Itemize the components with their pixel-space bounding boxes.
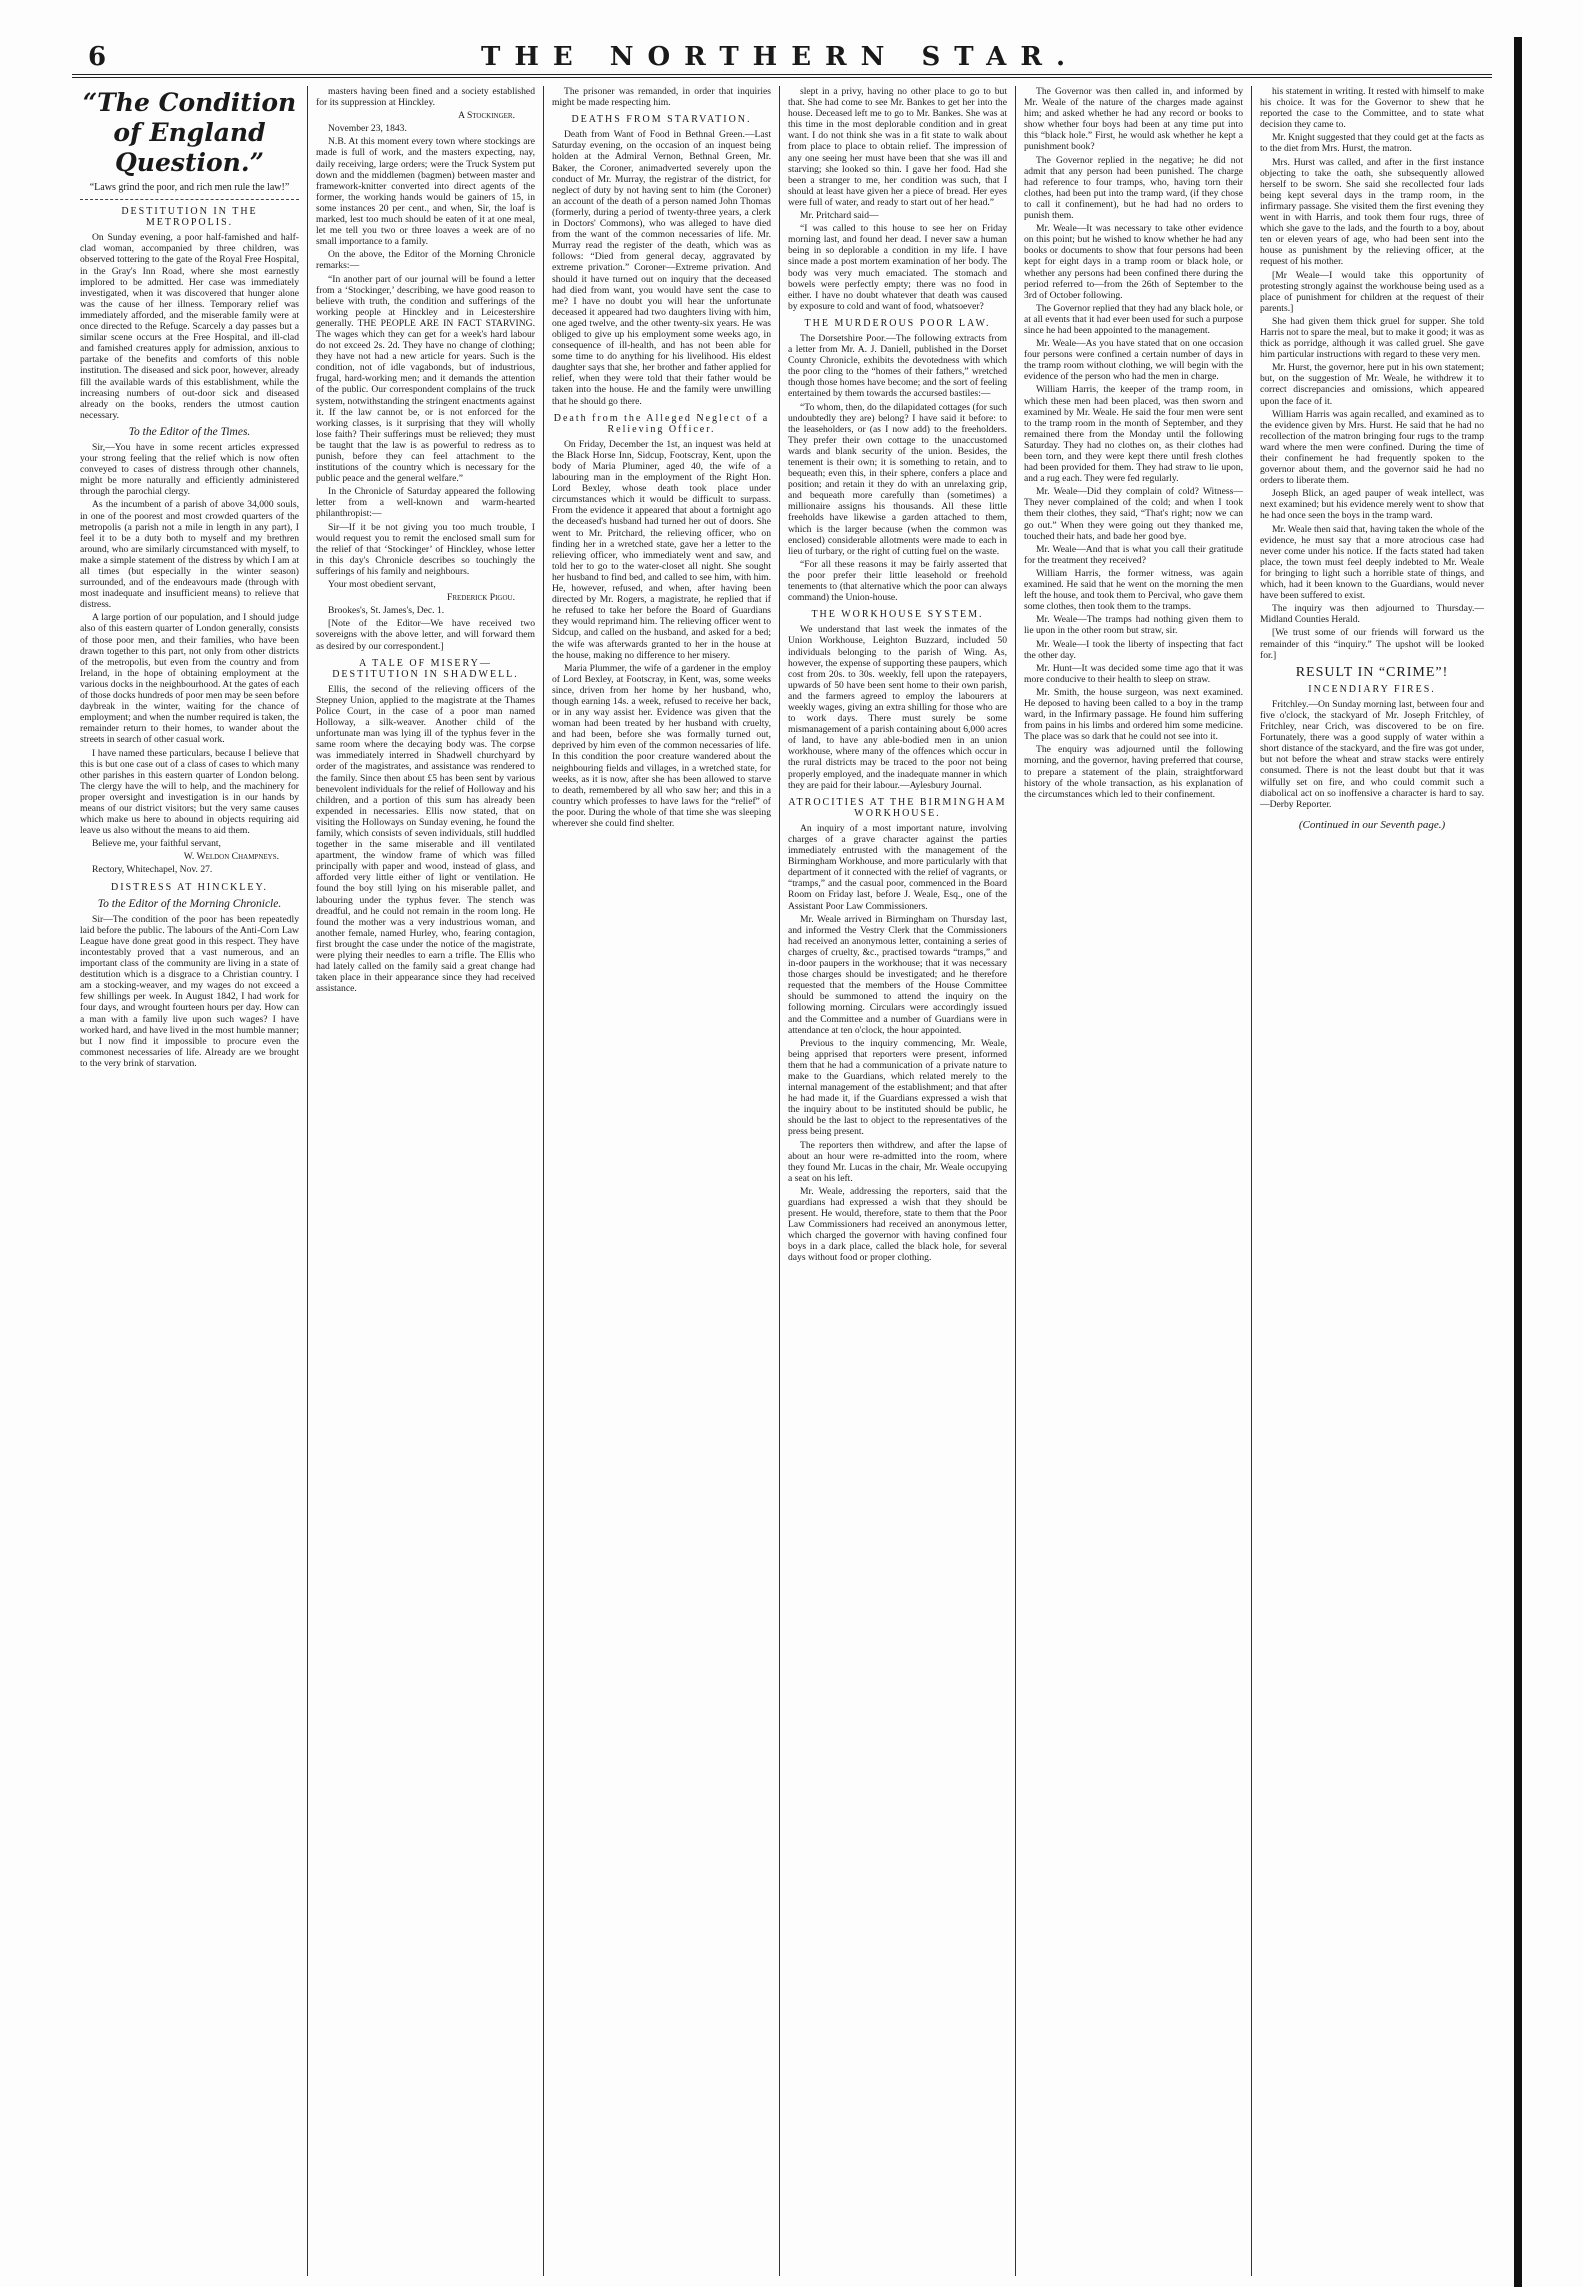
column-6 [1252,86,1492,2276]
paragraph: William Harris, the keeper of the tramp room, in which these men had been placed, was then sworn and examined by Mr. Weale. He said the four men were sent to the tramp room in the month of September, and they remained there from the Monday until the following Saturday. They had no clothes on, as their clothes had been torn, and they were kept there until fresh clothes had been provided for them. They had straw to lie upon, and a rug each. They were fed regularly. [1024,384,1243,485]
paragraph: Mr. Weale—I took the liberty of inspecting that fact the other day. [1024,638,1243,661]
paragraph: The prisoner was remanded, in order that inquiries might be made respecting him. [552,86,771,109]
paragraph: A large portion of our population, and I should judge also of this eastern quarter of London generally, consists of those poor men, and their families, who have been drawn together to this part, not only from other districts of the metropolis, but even from the country and from Ireland, in the hope of obtaining employment at the various docks in the neighbourhood. At the gates of each of those docks hundreds of poor men may be seen before daybreak in the winter, waiting for the chance of employment; and when the number required is taken, the remainder return to their homes, to wander about the streets in search of other casual work. [80,612,299,746]
page-number: 6 [88,42,107,72]
paragraph: Mr. Hunt—It was decided some time ago that it was more conducive to their health to sleep on straw. [1024,662,1243,685]
divider [80,199,299,200]
section-heading: ATROCITIES AT THE BIRMINGHAM WORKHOUSE. [788,796,1007,819]
paragraph: Mr. Weale—It was necessary to take other evidence on this point; but he wished to know whether he had any books or documents to show that four persons had been kept for eight days in a tramp room or black hole, or whether any persons had been confined there during the period referred to—from the 26th of September to the 3rd of October following. [1024,223,1243,301]
paragraph: Mr. Pritchard said— [800,210,879,222]
signature: Frederick Pigou. [447,592,515,604]
continued-notice: (Continued in our Seventh page.) [1298,818,1446,831]
paragraph: Mr. Knight suggested that they could get at the facts as to the diet from Mrs. Hurst, the matron. [1260,132,1484,155]
paragraph: Ellis, the second of the relieving officers of the Stepney Union, applied to the magistrate at the Thames Police Court, in the case of a poor man named Holloway, a silk-weaver. Another child of the unfortunate man was lying ill of the typhus fever in the same room where the decaying body was. The corpse was immediately interred in Shadwell churchyard by order of the magistrates, and assistance was rendered to the family. Since then about £5 has been sent by various benevolent individuals for the relief of Holloway and his children, and a portion of this sum has already been expended in necessaries. Ellis now stated, that on visiting the Holloways on Sunday evening, he found the family, which consists of seven individuals, still huddled together in the same miserable and ill ventilated apartment, the window frame of which was filled principally with paper and wood, instead of glass, and afforded very little either of light or ventilation. He found the boy still lying on his miserable pallet, and labouring under the typhus fever. The stench was dreadful, and he could not remain in the room long. He found the mother was a very industrious woman, and another female, named Hurley, who, fearing contagion, first brought the case under the notice of the magistrate, were plying their needles to earn a trifle. The Ellis who had lately called on the family said a great change had taken place in their appearance since they had received assistance. [316,683,535,995]
paragraph: Mr. Smith, the house surgeon, was next examined. He deposed to having been called to a boy in the tramp ward, in the Infirmary passage. He found him suffering from pains in his limbs and ordered him some medicine. The place was so dark that he could not see into it. [1024,686,1243,743]
paragraph: Mrs. Hurst was called, and after in the first instance objecting to take the oath, she subsequently allowed herself to be sworn. She said she recollected four lads being kept several days in the tramp room, in the infirmary passage. She visited them the first evening they went in with Harris, and took them four rugs, three of which she gave to the lads, and the fourth to a boy, about ten or eleven years of age, who had been sent into the house as punishment by the relieving officer, at the request of his mother. [1260,156,1484,268]
closing: Believe me, your faithful servant, [92,838,221,850]
paragraph: The inquiry was then adjourned to Thursday.—Midland Counties Herald. [1260,603,1484,626]
paragraph: Mr. Weale then said that, having taken the whole of the evidence, he must say that a more atrocious case had never come under his notice. If the facts stated had taken place, the town must feel deeply indebted to Mr. Weale for bringing to light such a horrible state of things, and which, had it been known to the Guardians, would never have been suffered to exist. [1260,523,1484,602]
paragraph: I have named these particulars, because I believe that this is but one case out of a class of cases to which many other parishes in this eastern quarter of London belong. The clergy have the will to help, and the machinery for proper oversight and investigation is in our hands by means of our district visitors; but the very same causes which make us here to abound in objects requiring aid leave us also without the means to aid them. [80,747,299,837]
paragraph: The Dorsetshire Poor.—The following extracts from a letter from Mr. A. J. Daniell, published in the Dorset County Chronicle, exhibits the devotedness with which the poor cling to the “homes of their fathers,” wretched though those homes have become; and the sort of feeling entertained by them towards the accursed bastiles:— [788,332,1007,400]
paragraph: masters having been fined and a society established for its suppression at Hinckley. [316,86,535,109]
dateline: Rectory, Whitechapel, Nov. 27. [92,864,213,876]
paragraph: Joseph Blick, an aged pauper of weak intellect, was next examined; but his evidence merely went to show that he had once seen the boys in the tramp ward. [1260,488,1484,522]
paragraph: “For all these reasons it may be fairly asserted that the poor prefer their little leasehold or freehold tenements to (that alternative which the poor can always command) the Union-house. [788,558,1007,604]
signature: W. Weldon Champneys. [183,851,279,863]
paragraph: She had given them thick gruel for supper. She told Harris not to spare the meal, but to make it good; it was as thick as porridge, although it was called gruel. She gave him particular instructions with regard to these very men. [1260,315,1484,361]
paragraph: The Governor was then called in, and informed by Mr. Weale of the nature of the charges made against him; and asked whether he had any record or books to show whether four boys had been at any time put into this “black hole.” First, he would ask whether he kept a punishment book? [1024,86,1243,153]
closing: Your most obedient servant, [328,579,436,591]
paragraph: In the Chronicle of Saturday appeared the following letter from a well-known and warm-hearted philanthropist:— [316,486,535,520]
newspaper-title: THE NORTHERN STAR. [480,42,1080,72]
paragraph: William Harris, the former witness, was again examined. He said that he went on the morning the men left the house, and took them to Percival, who gave them some clothes, then took them to the tramps. [1024,567,1243,613]
column-5 [1016,86,1252,2276]
paragraph: Death from Want of Food in Bethnal Green.—Last Saturday evening, on the occasion of an inquest being holden at the Admiral Vernon, Bethnal Green, Mr. Baker, the Coroner, animadverted severely upon the conduct of Mr. Murray, the registrar of the district, for neglect of duty by not having sent to him (the Coroner) an account of the death of a person named John Thomas (formerly, during a period of twenty-three years, a clerk in Doctors' Commons), who was alleged to have died from the want of the common necessaries of life. Mr. Murray read the register of the death, which was as follows: “Died from general decay, aggravated by extreme privation.” Coroner—Extreme privation. And should it have turned out on inquiry that the deceased had died from want, you would have sent the case to me? I have no doubt you will hear the unfortunate deceased it appeared had two daughters living with him, one aged twelve, and the other twenty-six years. He was obliged to give up his employment some weeks ago, in consequence of ill-health, and has not been able for some time to do anything for his livelihood. His eldest daughter says that she, her brother and father applied for relief, when they were told that their father would be taken into the house. He and the family were unwilling that he should go there. [552,129,771,407]
paragraph: N.B. At this moment every town where stockings are made is full of work, and the masters expecting, nay, daily receiving, large orders; were the Truck System put down and the middlemen (bagmen) between master and framework-knitter converted into direct agents of the former, the working hands would be gainers of 15, in some instances 20 per cent., and when, Sir, the loaf is marked, lest too much should be eaten of it at one meal, let me tell you two or three loaves a week are of no small importance to a family. [316,136,535,248]
paragraph: Mr. Weale—The tramps had nothing given them to lie upon in the other room but straw, sir. [1024,614,1243,637]
section-heading: DISTRESS AT HINCKLEY. [111,881,268,893]
editor-note: [Note of the Editor—We have received two sovereigns with the above letter, and will forward them as desired by our correspondent.] [316,618,535,652]
paragraph: Mr. Weale, addressing the reporters, said that the guardians had expressed a wish that they should be present. He would, therefore, state to them that the Poor Law Commissioners had received an anonymous letter, which charged the governor with having confined four boys in a dark place, called the black hole, for several days without food or proper clothing. [788,1185,1007,1264]
paragraph: Mr. Weale—Did they complain of cold? Witness—They never complained of the cold; and when I took them their clothes, they said, “That's right; now we can go out.” When they were going out they thanked me, touched their hats, and bade her good bye. [1024,486,1243,542]
motto: “Laws grind the poor, and rich men rule the law!” [89,182,290,193]
section-heading: RESULT IN “CRIME”! [1295,664,1449,680]
column-2 [308,86,544,2276]
paragraph: Mr. Weale—And that is what you call their gratitude for the treatment they received? [1024,543,1243,566]
columns [72,86,1492,2276]
paragraph: Previous to the inquiry commencing, Mr. Weale, being apprised that reporters were present, informed them that he had a communication of a private nature to make to the Guardians, which related merely to the internal management of the establishment; and that after he had made it, if the Guardians expressed a wish that the inquiry about to be instituted should be public, he should be the last to object to the representatives of the press being present. [788,1037,1007,1138]
paragraph: “In another part of our journal will be found a letter from a ‘Stockinger,’ describing, we have good reason to believe with truth, the condition and sufferings of the working people at Hinckley and in Leicestershire generally. THE PEOPLE ARE IN FACT STARVING. The wages which they can get for a week's hard labour do not exceed 2s. 2d. They have no change of clothing; they have not had a new article for years. Such is the condition, not of idle vagabonds, but of industrious, frugal, hard-working men; and it demands the attention of the public. Our correspondent complains of the truck system, notwithstanding the stringent enactments against it. If the law cannot be, or is not enforced for the working classes, is it surprising that they will wholly lose faith? Their sufferings must be relieved; they must be taught that the law is as powerful to redress as to punish, before they can feel attachment to the institutions of the country which is necessary for the public peace and the general welfare.” [316,273,535,485]
column-1 [72,86,308,2276]
section-heading: DESTITUTION IN THE METROPOLIS. [121,206,258,229]
paragraph: slept in a privy, having no other place to go to but that. She had come to see Mr. Bankes to get her into the house. Deceased left me to go to Mr. Bankes. She was at this time in the most deplorable condition and in great want. I do not think she was in a fit state to walk about from place to place to obtain relief. The impression of any one seeing her must have been that she was ill and starving; she looked so thin. I gave her food. Had she been a stranger to me, her condition was such, that I should at least have given her a piece of bread. Her eyes were full of water, and ready to start out of her head.” [788,86,1007,208]
section-heading: THE WORKHOUSE SYSTEM. [811,609,984,621]
paragraph: Fritchley.—On Sunday morning last, between four and five o'clock, the stackyard of Mr. Joseph Fritchley, of Fritchley, near Crich, was discovered to be on fire. Fortunately, there was a good supply of water within a short distance of the stackyard, and the fire was got under, but not before the wheat and straw stacks were entirely consumed. There is not the least doubt but that it was wilfully set on fire, and who could commit such a diabolical act on so inoffensive a character is hard to say.—Derby Reporter. [1260,698,1484,810]
paragraph: The enquiry was adjourned until the following morning, and the governor, having preferred that course, to prepare a statement of the plain, straightforward history of the whole transaction, as his explanation of the circumstances which led to their confinement. [1024,744,1243,800]
paragraph: The Governor replied that they had any black hole, or at all events that it had ever been used for such a purpose since he had been appointed to the management. [1024,302,1243,336]
paragraph: We understand that last week the inmates of the Union Workhouse, Leighton Buzzard, included 50 individuals belonging to the parish of Wing. As, however, the expense of supporting these paupers, which cost from 20s. to 30s. weekly, fell upon the ratepayers, upwards of 50 have been sent home to their own parish, and the farmers agreed to employ the labourers at weekly wages, giving an extra shilling for those who are to work days. There must surely be some mismanagement of a parish containing about 6,000 acres of land, to have any able-bodied men in an union workhouse, where many of the offences which occur in the rural districts may be traced to the poor not being properly employed, and the inadequate manner in which they are paid for their labour.—Aylesbury Journal. [788,624,1007,791]
signature: A Stockinger. [458,110,515,122]
paragraph: [We trust some of our friends will forward us the remainder of this “inquiry.” The upshot will be looked for.] [1260,627,1484,661]
letter-heading: To the Editor of the Morning Chronicle. [97,897,282,910]
dateline: November 23, 1843. [328,123,407,135]
dateline: Brookes's, St. James's, Dec. 1. [328,605,445,617]
masthead-rule [72,74,1492,78]
paragraph: An inquiry of a most important nature, involving charges of a grave character against the parties immediately entrusted with the management of the Birmingham Workhouse, and more particularly with that department of it connected with the relief of vagrants, or “tramps,” and the casual poor, commenced in the Board Room on Friday last, before J. Weale, Esq., one of the Assistant Poor Law Commissioners. [788,822,1007,912]
section-heading: A TALE OF MISERY—DESTITUTION IN SHADWELL. [332,657,519,680]
paragraph: On Sunday evening, a poor half-famished and half-clad woman, accompanied by three children, was observed tottering to the gate of the Royal Free Hospital, in the Gray's Inn Road, where she most earnestly implored to be admitted. Her case was immediately investigated, when it was discovered that hunger alone was the cause of her illness. Temporary relief was immediately afforded, and the miserable family were at once directed to the Refuge. Scarcely a day passes but a similar scene occurs at the Free Hospital, and ill-clad and famished creatures apply for admission, anxious to partake of the benefits and comforts of this noble institution. The diseased and sick poor, however, already fill the available wards of this establishment, while the increasing numbers of out-door sick and diseased already on the books, renders the utmost caution necessary. [80,232,299,421]
feature-headline: “The Condition of England Question.” [82,88,297,177]
section-heading: Death from the Alleged Neglect of a Relieving Officer. [553,412,770,435]
paragraph: On Friday, December the 1st, an inquest was held at the Black Horse Inn, Sidcup, Footscray, Kent, upon the body of Maria Pluminer, aged 40, the wife of a labouring man in the employment of the Right Hon. Lord Bexley, whose death took place under circumstances which it would be difficult to surpass. From the evidence it appeared that about a fortnight ago the deceased's husband had turned her out of doors. She went to Mr. Pritchard, the relieving officer, who on finding her in a wretched state, gave her a letter to the relieving officer, who immediately went and saw, and told her to go to the water-closet all night. She sought her husband to find bed, and called to see him, with him. He, however, refused, and when, after having been directed by Mr. Rogers, a magistrate, he replied that if he refused to take her before the Board of Guardians they would reprimand him. The relieving officer went to Sidcup, and called on the husband, and asked for a bed; the wife was afterwards granted to her in the house at the house, making no difference to her misery. [552,438,771,661]
paragraph: The Governor replied in the negative; he did not admit that any person had been punished. The charge had reference to four tramps, who, having torn their clothes, had been put into the tramp ward, (if they chose to call it confinement), but he had had no orders to punish them. [1024,154,1243,222]
paragraph: Mr. Weale—As you have stated that on one occasion four persons were confined a certain number of days in the tramp room without clothing, we will begin with the evidence of the person who had the men in charge. [1024,338,1243,383]
paragraph: Maria Plummer, the wife of a gardener in the employ of Lord Bexley, at Footscray, in Kent, was, some weeks since, driven from her home by her husband, who, though earning 14s. a week, refused to receive her back, or in any way assist her. Evidence was given that the woman had been treated by her husband with cruelty, and had been, before she was formally turned out, deprived by him even of the common necessaries of life. In this condition the poor creature wandered about the neighbouring fields and villages, in a wretched state, for weeks, as it is now, after she has been allowed to starve to death, remembered by all who saw her; and this in a country which professes to have laws for the “relief” of the poor. During the whole of that time she was sleeping wherever she could find shelter. [552,662,771,829]
paragraph: As the incumbent of a parish of above 34,000 souls, in one of the poorest and most crowded quarters of the metropolis (a parish not a mile in length in any part), I feel it to be a duty both to myself and my brethren around, who are similarly circumstanced with myself, to make a simple statement of the distress by which I am at all times (but especially in the winter season) surrounded, and of the endeavours made (through with most inadequate and insufficient means) to relieve that distress. [80,499,299,611]
paragraph: [Mr Weale—I would take this opportunity of protesting strongly against the workhouse being used as a place of punishment for children at the request of their parents.] [1260,269,1484,314]
paragraph: William Harris was again recalled, and examined as to the evidence given by Mrs. Hurst. He said that he had no recollection of the matron bringing four rugs to the tramp ward where the men were confined. During the time of their confinement he had frequently spoken to the governor about them, and the governor said he had no orders to liberate them. [1260,408,1484,487]
paragraph: Mr. Hurst, the governor, here put in his own statement; but, on the suggestion of Mr. Weale, he withdrew it to correct discrepancies and omissions, which appeared upon the face of it. [1260,362,1484,407]
page-edge [1514,37,1522,2287]
paragraph: Sir,—You have in some recent articles expressed your strong feeling that the relief which is now often conveyed to cases of distress through other channels, might be more naturally and efficiently administered through the parochial clergy. [80,441,299,498]
sub-heading: INCENDIARY FIRES. [1308,683,1436,695]
paragraph: Sir—The condition of the poor has been repeatedly laid before the public. The labours of the Anti-Corn Law League have done great good in this respect. They have incontestably proved that a vast numerous, and an important class of the community are living in a state of destitution which is a disgrace to a Christian country. I am a stocking-weaver, and my wages do not exceed a few shillings per week. In August 1842, I had work for four days, and wrought fourteen hours per day. How can a man with a family live upon such wages? I have worked hard, and have lived in the most humble manner; but I now find it impossible to procure even the commonest necessaries of life. Already are we brought to the very brink of starvation. [80,913,299,1069]
column-3 [544,86,780,2276]
column-4 [780,86,1016,2276]
paragraph: Mr. Weale arrived in Birmingham on Thursday last, and informed the Vestry Clerk that the Commissioners had received an anonymous letter, containing a series of charges of cruelty, &c., practised towards “tramps,” and in-door paupers in the workhouse; that it was necessary those charges should be investigated; and he therefore requested that the members of the House Committee should be summoned to attend the inquiry on the following morning. Circulars were accordingly issued and the Committee and a number of Guardians were in attendance at ten o'clock, the hour appointed. [788,913,1007,1036]
paragraph: Sir—If it be not giving you too much trouble, I would request you to remit the enclosed small sum for the relief of that ‘Stockinger’ of Hinckley, whose letter in this day's Chronicle describes so touchingly the sufferings of his family and neighbours. [316,521,535,577]
paragraph: On the above, the Editor of the Morning Chronicle remarks:— [316,249,535,272]
paragraph: “To whom, then, do the dilapidated cottages (for such undoubtedly they are) belong? I have said it before: to the leaseholders, or (as I now add) to the freeholders. They prefer their own cottage to the unaccustomed wards and blank security of the union. Besides, the tenement is their own; it is something to retain, and to bequeath; even this, in their sphere, confers a place and position; and retain it they do with an unrelaxing grip, and bequeath more carefully than (sometimes) a millionaire assigns his thousands. All these little freeholds have likewise a garden attached to them, which is the larger because (when the common was enclosed) considerable allotments were made to each in lieu of turbary, or the right of cutting fuel on the waste. [788,401,1007,557]
section-heading: DEATHS FROM STARVATION. [571,114,752,126]
paragraph: The reporters then withdrew, and after the lapse of about an hour were re-admitted into the room, where they found Mr. Lucas in the chair, Mr. Weale occupying a seat on his left. [788,1139,1007,1184]
letter-heading: To the Editor of the Times. [128,425,251,438]
paragraph: his statement in writing. It rested with himself to make his choice. It was for the Governor to shew that he reported the case to the Committee, and to state what decision they came to. [1260,86,1484,131]
section-heading: THE MURDEROUS POOR LAW. [804,317,991,329]
masthead [70,40,1490,76]
paragraph: “I was called to this house to see her on Friday morning last, and found her dead. I never saw a human being in so deplorable a condition in my life. I have since made a post mortem examination of her body. The body was very much emaciated. The stomach and bowels were perfectly empty; there was no food in either. I have no doubt whatever that death was caused by exposure to cold and want of food, whatsoever? [788,223,1007,312]
